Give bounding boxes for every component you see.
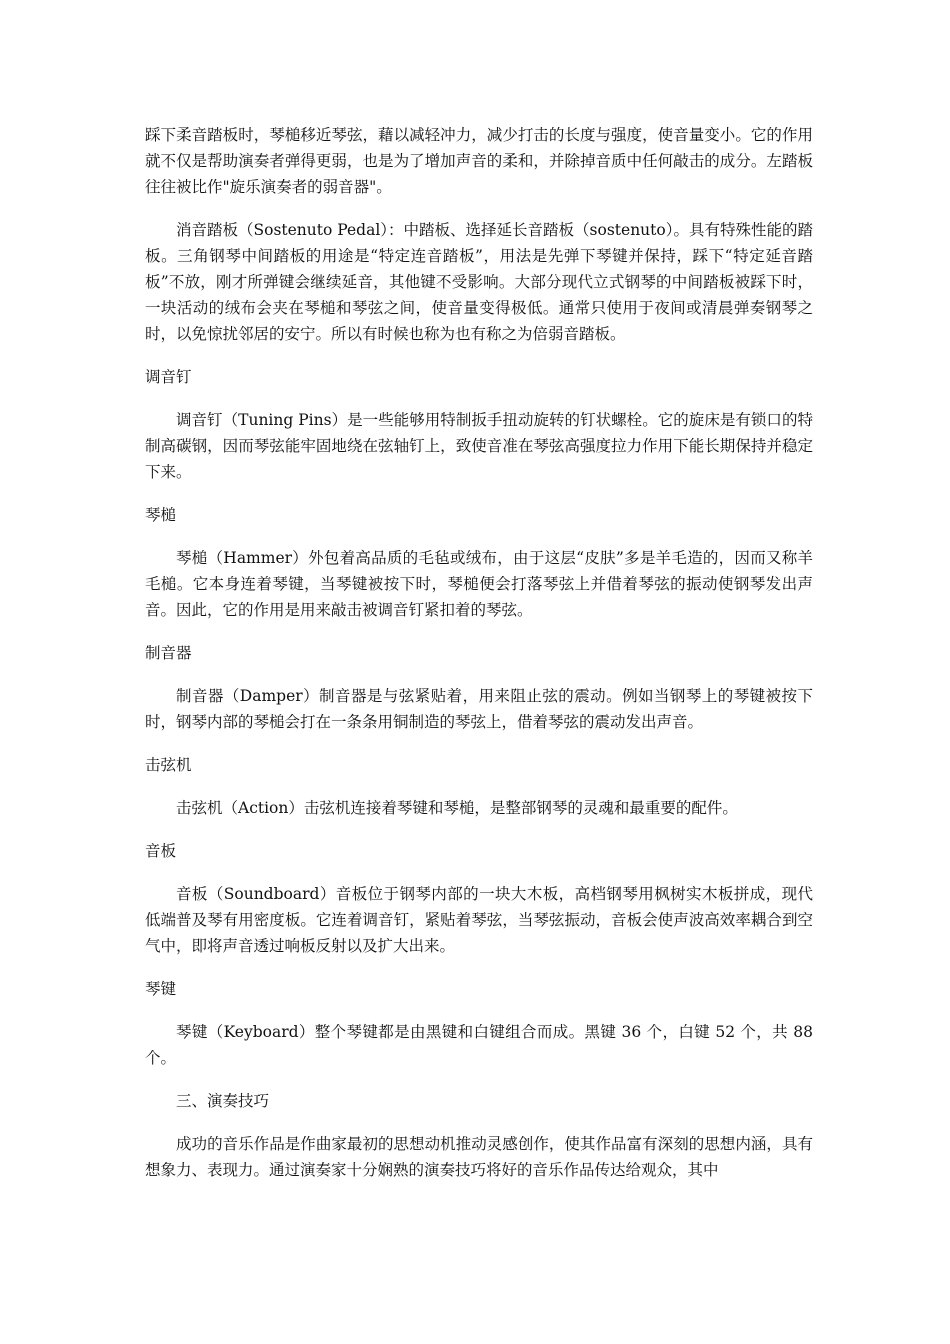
paragraph-hammer: 琴槌（Hammer）外包着高品质的毛毡或绒布，由于这层“皮肤”多是羊毛造的，因而又称羊毛槌。它本身连着琴键，当琴键被按下时，琴槌便会打落琴弦上并借着琴弦的振动使钢琴发出声音。因此，它的作用是用来敲击被调音钉紧扣着的琴弦。	[145, 549, 813, 619]
heading-damper: 制音器	[145, 644, 192, 662]
paragraph-performance-technique: 成功的音乐作品是作曲家最初的思想动机推动灵感创作，使其作品富有深刻的思想内涵，具有想象力、表现力。通过演奏家十分娴熟的演奏技巧将好的音乐作品传达给观众，其中	[145, 1135, 813, 1179]
heading-keyboard: 琴键	[145, 980, 177, 998]
section-heading-performance-technique: 三、演奏技巧	[176, 1092, 270, 1110]
heading-action: 击弦机	[145, 756, 192, 774]
heading-hammer: 琴槌	[145, 506, 177, 524]
paragraph-soundboard: 音板（Soundboard）音板位于钢琴内部的一块大木板，高档钢琴用枫树实木板拼成，现代低端普及琴有用密度板。它连着调音钉，紧贴着琴弦，当琴弦振动，音板会使声波高效率耦合到空气中，即将声音透过响板反射以及扩大出来。	[145, 885, 813, 955]
paragraph-damper: 制音器（Damper）制音器是与弦紧贴着，用来阻止弦的震动。例如当钢琴上的琴键被按下时，钢琴内部的琴槌会打在一条条用铜制造的琴弦上，借着琴弦的震动发出声音。	[145, 687, 813, 731]
paragraph-action: 击弦机（Action）击弦机连接着琴键和琴槌，是整部钢琴的灵魂和最重要的配件。	[176, 799, 738, 817]
paragraph-keyboard: 琴键（Keyboard）整个琴键都是由黑键和白键组合而成。黑键 36 个，白键 52 个，共 88 个。	[145, 1023, 813, 1067]
heading-soundboard: 音板	[145, 842, 177, 860]
heading-tuning-pins: 调音钉	[145, 368, 192, 386]
paragraph-soft-pedal-continued: 踩下柔音踏板时，琴槌移近琴弦，藉以减轻冲力，减少打击的长度与强度，使音量变小。它的作用就不仅是帮助演奏者弹得更弱，也是为了增加声音的柔和，并除掉音质中任何敲击的成分。左踏板往往被比作"旋乐演奏者的弱音器"。	[145, 126, 813, 196]
document-page	[145, 122, 813, 1200]
paragraph-tuning-pins: 调音钉（Tuning Pins）是一些能够用特制扳手扭动旋转的钉状螺栓。它的旋床是有锁口的特制高碳钢，因而琴弦能牢固地绕在弦轴钉上，致使音准在琴弦高强度拉力作用下能长期保持并稳定下来。	[145, 411, 813, 481]
paragraph-sostenuto-pedal: 消音踏板（Sostenuto Pedal）：中踏板、选择延长音踏板（sostenuto）。具有特殊性能的踏板。三角钢琴中间踏板的用途是“特定连音踏板”，用法是先弹下琴键并保持，踩下“特定延音踏板”不放，刚才所弹键会继续延音，其他键不受影响。大部分现代立式钢琴的中间踏板被踩下时，一块活动的绒布会夹在琴槌和琴弦之间，使音量变得极低。通常只使用于夜间或清晨弹奏钢琴之时，以免惊扰邻居的安宁。所以有时候也称为也有称之为倍弱音踏板。	[145, 221, 813, 343]
